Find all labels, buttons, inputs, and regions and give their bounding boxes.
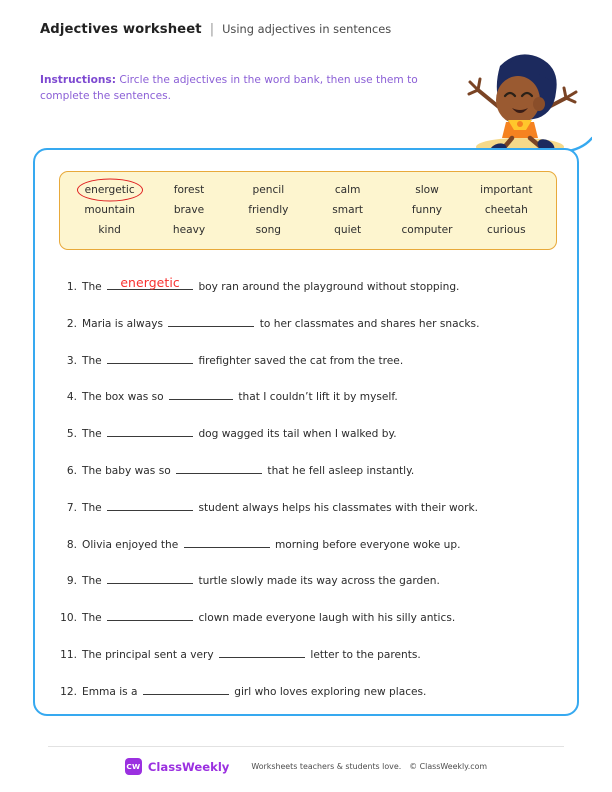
word-bank-word[interactable]: calm [334,184,361,196]
answer-blank[interactable] [107,609,193,621]
word-bank-word[interactable]: friendly [248,204,289,216]
word-bank-word[interactable]: curious [487,224,526,236]
word-bank-word[interactable]: funny [411,204,443,216]
sentence-item [51,425,565,462]
word-bank-row [70,220,546,240]
sentence-text-after: that I couldn’t lift it by myself. [235,391,398,404]
answer-blank[interactable] [143,683,229,695]
sentence-text-before: The box was so [82,391,167,404]
sentence-text [82,462,414,477]
word-bank-word[interactable]: song [255,224,282,236]
sentence-text [82,646,421,661]
sentence-text-after: morning before everyone woke up. [271,538,461,551]
answer-blank[interactable] [176,462,262,474]
answer-blank[interactable] [168,315,254,327]
sentence-text-before: The [82,354,106,367]
sentence-number: 4. [66,391,77,404]
instructions-body: Circle the adjectives in the word bank, then use them to complete the sentences. [40,74,418,103]
sentence-item [51,609,565,646]
answer-blank[interactable] [107,425,193,437]
sentence-text-before: The [82,428,106,441]
sentence-item [51,536,565,573]
answer-blank[interactable] [169,388,233,400]
sentence-text-before: The [82,575,106,588]
title-separator: | [209,22,215,37]
sentence-text-after: boy ran around the playground without stopping. [195,281,460,293]
sentence-text [82,275,460,293]
word-bank-word[interactable]: important [480,184,533,196]
sentence-text [82,352,403,367]
sentence-number: 11. [60,648,77,661]
sentence-text-after: that he fell asleep instantly. [264,464,415,477]
sentence-item [51,572,565,609]
classweekly-logo-icon: CW [125,758,142,775]
word-bank-word[interactable]: pencil [252,184,285,196]
sentence-text-before: The [82,281,106,293]
sentence-number: 1. [66,281,77,293]
footer-tagline: Worksheets teachers & students love. [251,762,402,771]
sentence-text-before: Maria is always [82,317,167,330]
sentence-number: 6. [66,464,77,477]
sentence-text [82,536,460,551]
sentence-number: 7. [66,501,77,514]
word-bank-word[interactable]: forest [173,184,205,196]
instructions-label: Instructions: [40,74,116,86]
answer-blank[interactable] [107,275,193,290]
sentence-text [82,425,397,440]
sentence-item [51,499,565,536]
footer [0,758,612,775]
sentence-item [51,388,565,425]
title-row [40,22,460,37]
sentence-list [51,275,565,720]
sentence-item [51,683,565,720]
word-bank-word[interactable]: computer [401,224,453,236]
word-bank [59,171,557,250]
sentence-text-after: dog wagged its tail when I walked by. [195,428,397,441]
sentence-text-before: The baby was so [82,464,175,477]
sentence-item [51,275,565,315]
sentence-number: 9. [66,575,77,588]
worksheet-card [33,148,579,716]
sentence-text-before: The [82,501,106,514]
answer-blank[interactable] [107,352,193,364]
sentence-text-after: to her classmates and shares her snacks. [256,317,480,330]
word-bank-word[interactable]: cheetah [484,204,528,216]
word-bank-word[interactable]: brave [173,204,205,216]
filled-answer: energetic [120,275,180,290]
sentence-number: 12. [60,685,77,698]
answer-blank[interactable] [107,499,193,511]
sentence-text-before: Emma is a [82,685,141,698]
instructions-text [40,72,430,105]
answer-blank[interactable] [219,646,305,658]
page-title: Adjectives worksheet [40,22,202,37]
word-bank-word[interactable]: kind [98,224,121,236]
sentence-number: 2. [66,317,77,330]
sentence-number: 10. [60,612,77,625]
word-bank-word[interactable]: quiet [334,224,362,236]
sentence-text-after: girl who loves exploring new places. [230,685,427,698]
sentence-text-before: The [82,612,106,625]
page-subtitle: Using adjectives in sentences [222,22,392,36]
sentence-number: 8. [66,538,77,551]
sentence-text-after: firefighter saved the cat from the tree. [195,354,404,367]
page-header [40,22,460,37]
footer-copyright: © ClassWeekly.com [409,762,488,771]
word-bank-row [70,180,546,200]
word-bank-word[interactable]: mountain [84,204,135,216]
sentence-text [82,609,455,624]
sentence-text [82,499,478,514]
answer-blank[interactable] [107,572,193,584]
sentence-text-after: turtle slowly made its way across the garden. [195,575,440,588]
sentence-text-before: The principal sent a very [82,648,218,661]
sentence-text [82,572,440,587]
footer-divider [48,746,564,747]
word-bank-word[interactable]: slow [415,184,439,196]
sentence-item [51,462,565,499]
word-bank-word[interactable]: energetic [70,180,149,200]
sentence-item [51,315,565,352]
sentence-text [82,683,426,698]
child-jumping-illustration [442,42,592,160]
sentence-text-after: letter to the parents. [307,648,421,661]
sentence-text [82,315,479,330]
word-bank-row [70,200,546,220]
brand-name: ClassWeekly [147,759,230,774]
word-bank-word[interactable]: smart [332,204,364,216]
sentence-text [82,388,398,403]
sentence-item [51,646,565,683]
sentence-text-before: Olivia enjoyed the [82,538,182,551]
sentence-number: 3. [66,354,77,367]
sentence-number: 5. [66,428,77,441]
sentence-item [51,352,565,389]
answer-blank[interactable] [184,536,270,548]
sentence-text-after: clown made everyone laugh with his silly antics. [195,612,456,625]
sentence-text-after: student always helps his classmates with their work. [195,501,478,514]
word-bank-word[interactable]: heavy [172,224,206,236]
